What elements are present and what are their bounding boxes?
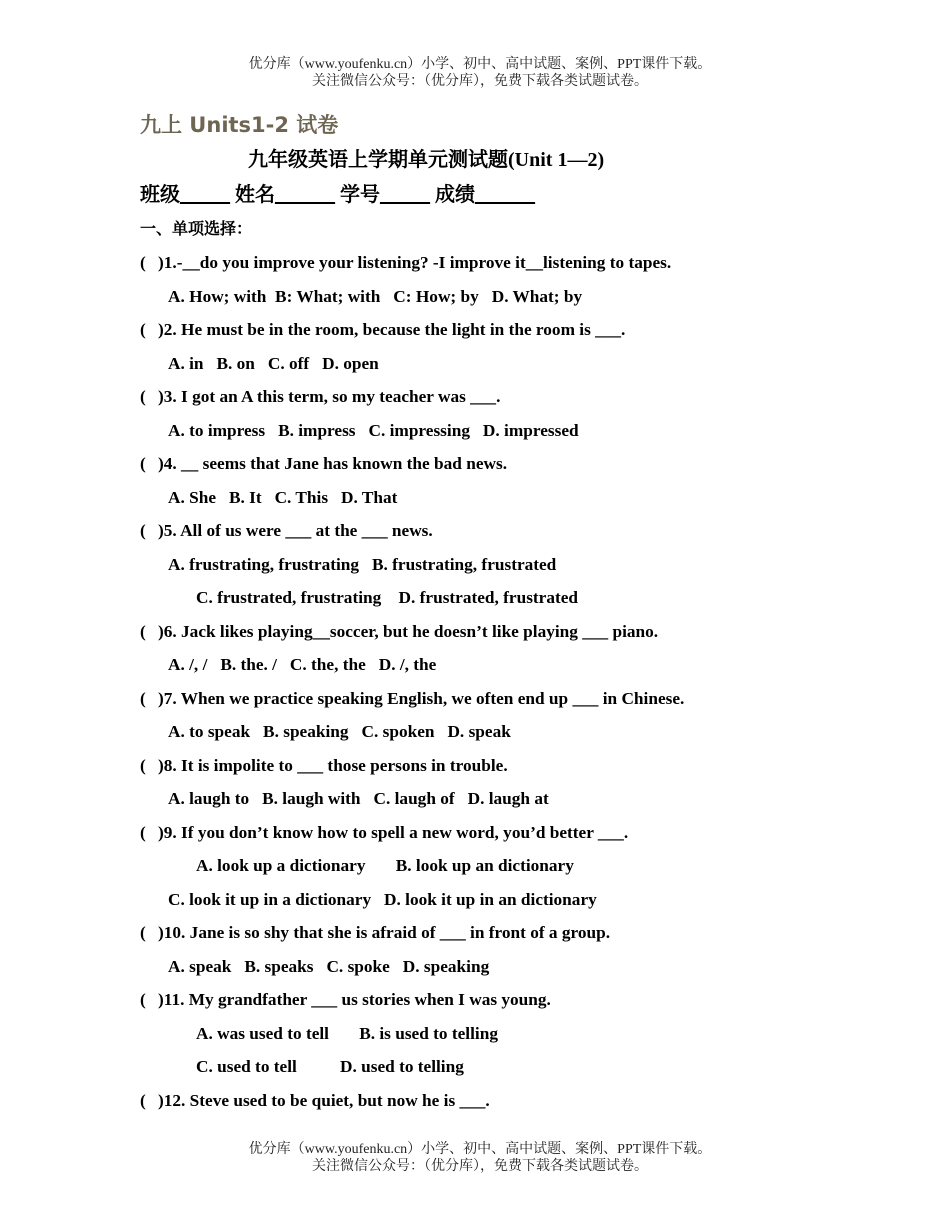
footer-line-1: 优分库（www.youfenku.cn）小学、初中、高中试题、案例、PPT课件下载。 — [248, 1142, 712, 1157]
question-9-options: A. look up a dictionary B. look up an dictionary — [196, 856, 574, 875]
question-9-options: C. look it up in a dictionary D. look it up in an dictionary — [168, 889, 597, 909]
question-10-options: A. speak B. speaks C. spoke D. speaking — [168, 956, 490, 976]
page-header — [0, 56, 950, 90]
answer-bracket[interactable]: ( — [140, 1090, 146, 1110]
answer-bracket[interactable]: ( — [140, 387, 146, 406]
section-title: 一、单项选择： — [140, 221, 253, 238]
question-7-options: A. to speak B. speaking C. spoken D. speak — [168, 722, 511, 741]
answer-bracket[interactable]: ( — [140, 923, 146, 942]
question-5 — [140, 520, 433, 542]
answer-bracket[interactable]: ( — [140, 320, 146, 339]
question-text: )11. My grandfather ___ us stories when I was young. — [158, 990, 551, 1009]
question-3-options: A. to impress B. impress C. impressing D. impressed — [168, 420, 579, 440]
question-4 — [140, 453, 507, 475]
answer-bracket[interactable]: ( — [140, 454, 146, 473]
student-info-line — [140, 182, 535, 208]
question-10 — [140, 922, 610, 944]
question-1-options: A. How; with B: What; with C: How; by D. What; by — [168, 286, 583, 306]
score-label: 成绩 — [430, 184, 475, 206]
question-text: )7. When we practice speaking English, we often end up ___ in Chinese. — [158, 688, 685, 708]
question-text: )5. All of us were ___ at the ___ news. — [158, 521, 433, 540]
class-label: 班级 — [140, 184, 180, 206]
answer-bracket[interactable]: ( — [140, 990, 146, 1009]
answer-bracket[interactable]: ( — [140, 688, 146, 708]
question-6 — [140, 621, 658, 643]
answer-bracket[interactable]: ( — [140, 621, 146, 641]
answer-bracket[interactable]: ( — [140, 521, 146, 540]
class-blank[interactable]: _____ — [180, 184, 230, 206]
question-text: )4. __ seems that Jane has known the bad news. — [158, 454, 508, 473]
question-text: )10. Jane is so shy that she is afraid of ___ in front of a group. — [158, 923, 611, 942]
question-text: )6. Jack likes playing__soccer, but he doesn’t like playing ___ piano. — [158, 621, 659, 641]
answer-bracket[interactable]: ( — [140, 822, 146, 842]
page-footer — [0, 1141, 950, 1175]
student-id-blank[interactable]: _____ — [380, 184, 430, 206]
exam-title: 九年级英语上学期单元测试题(Unit 1—2) — [248, 149, 605, 171]
question-1 — [140, 252, 671, 274]
header-line-1: 优分库（www.youfenku.cn）小学、初中、高中试题、案例、PPT课件下载。 — [248, 57, 712, 72]
student-id-label: 学号 — [335, 184, 380, 206]
question-5-options: C. frustrated, frustrating D. frustrated, frustrated — [196, 588, 579, 607]
question-text: )12. Steve used to be quiet, but now he is ___. — [158, 1090, 490, 1110]
question-text: )9. If you don’t know how to spell a new word, you’d better ___. — [158, 822, 629, 842]
name-blank[interactable]: ______ — [275, 184, 335, 206]
question-8-options: A. laugh to B. laugh with C. laugh of D. laugh at — [168, 789, 549, 808]
header-line-2: 关注微信公众号：（优分库），免费下载各类试题试卷。 — [312, 74, 648, 89]
question-text: )2. He must be in the room, because the light in the room is ___. — [158, 320, 626, 339]
question-9 — [140, 822, 628, 844]
question-2 — [140, 319, 625, 341]
answer-bracket[interactable]: ( — [140, 253, 146, 272]
question-text: )1.-__do you improve your listening? -I improve it__listening to tapes. — [158, 253, 672, 272]
question-12 — [140, 1090, 490, 1112]
question-11-options: A. was used to tell B. is used to telling — [196, 1023, 498, 1043]
question-11-options: C. used to tell D. used to telling — [196, 1057, 464, 1076]
question-6-options: A. /, / B. the. / C. the, the D. /, the — [168, 655, 437, 674]
question-3 — [140, 386, 500, 408]
question-4-options: A. She B. It C. This D. That — [168, 487, 398, 507]
question-text: )8. It is impolite to ___ those persons in trouble. — [158, 755, 508, 775]
footer-line-2: 关注微信公众号：（优分库），免费下载各类试题试卷。 — [312, 1159, 648, 1174]
document-title: 九上 Units1-2 试卷 — [140, 113, 339, 137]
name-label: 姓名 — [230, 184, 275, 206]
answer-bracket[interactable]: ( — [140, 755, 146, 775]
question-5-options: A. frustrating, frustrating B. frustrating, frustrated — [168, 554, 557, 574]
question-8 — [140, 755, 508, 777]
question-11 — [140, 989, 551, 1011]
score-blank[interactable]: ______ — [475, 184, 535, 206]
question-2-options: A. in B. on C. off D. open — [168, 353, 379, 373]
question-7 — [140, 688, 684, 710]
question-text: )3. I got an A this term, so my teacher was ___. — [158, 387, 501, 406]
